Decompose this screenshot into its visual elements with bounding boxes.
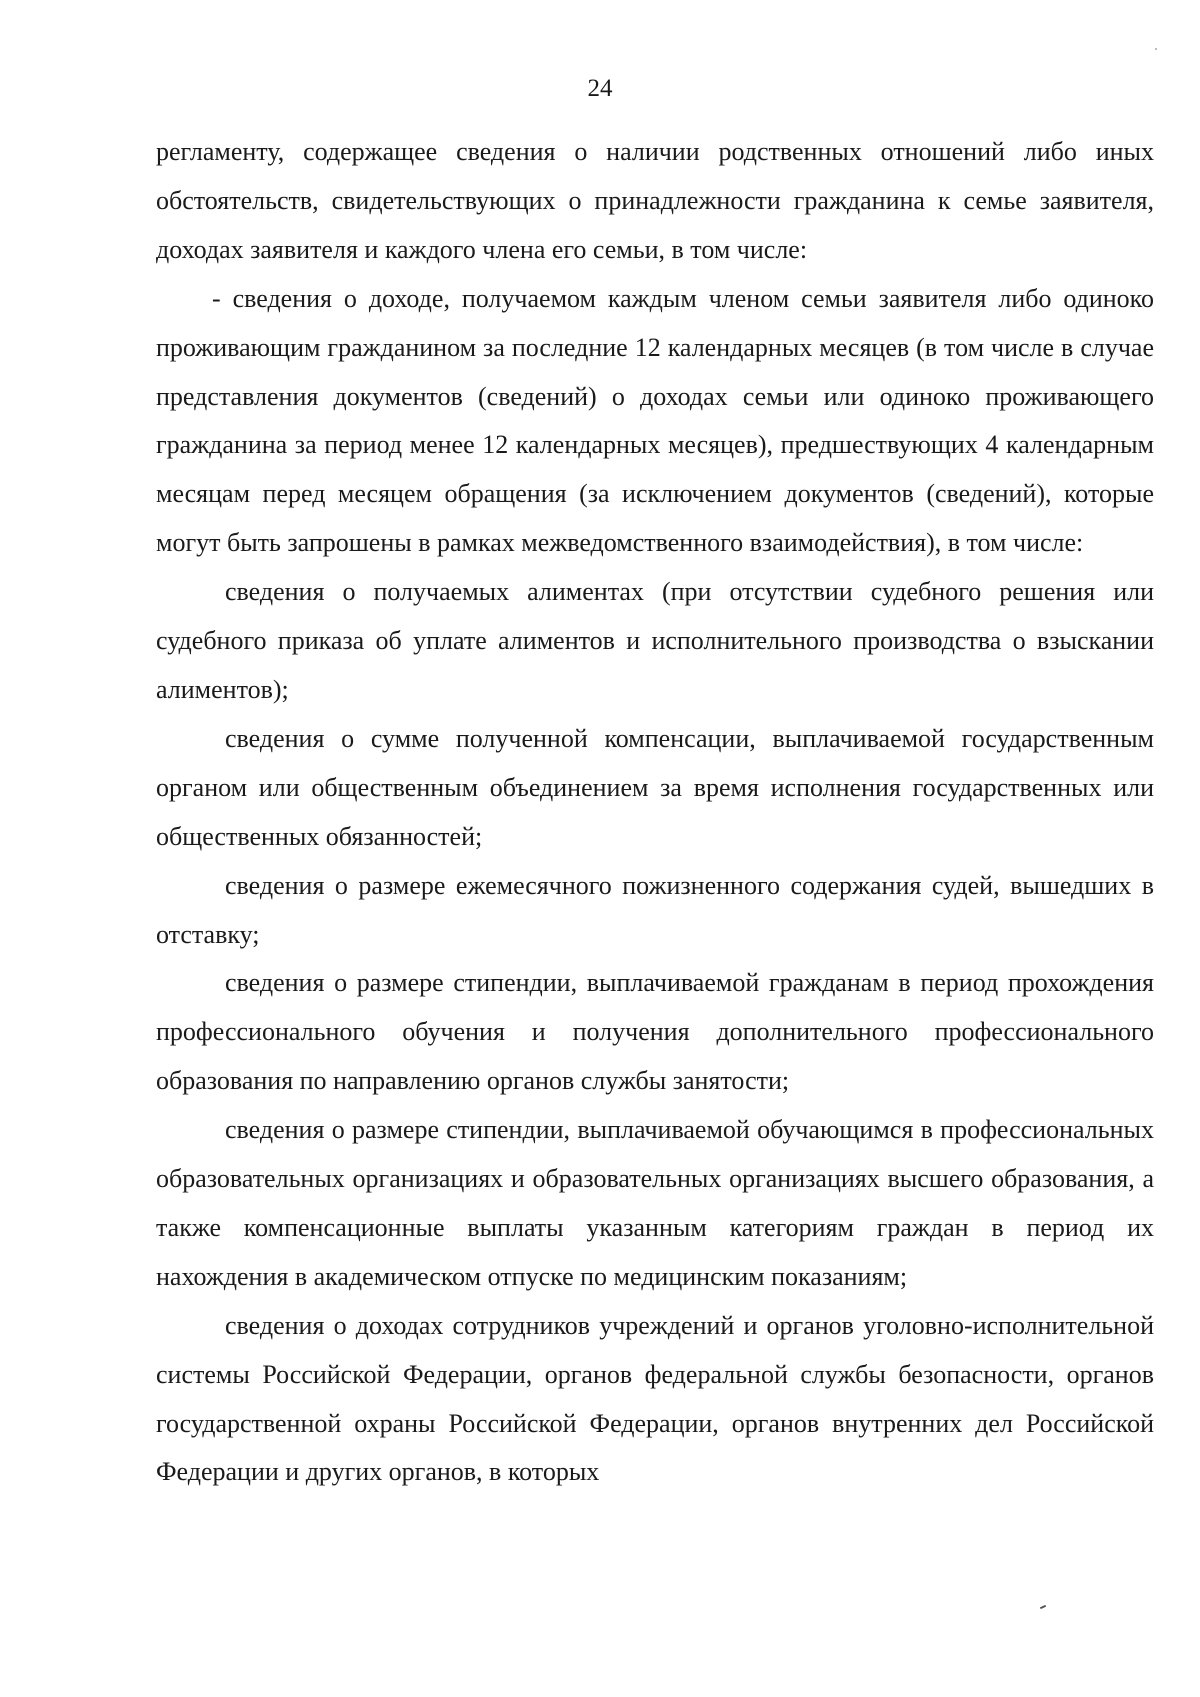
paragraph-judges-allowance: сведения о размере ежемесячного пожизненного содержания судей, вышедших в отставку; <box>156 870 1154 949</box>
paragraph-employment-stipend: сведения о размере стипендии, выплачиваемой гражданам в период прохождения профессионального обучения и получения дополнительного профессионального образования по направлению органов службы занятости; <box>156 968 1154 1096</box>
page-number: 24 <box>587 75 613 102</box>
scan-speck <box>1155 48 1157 50</box>
scan-mark <box>1040 1605 1046 1609</box>
paragraph-alimony: сведения о получаемых алиментах (при отсутствии судебного решения или судебного приказа об уплате алиментов и исполнительного производства о взыскании алиментов); <box>156 577 1154 704</box>
paragraph-student-stipend: сведения о размере стипендии, выплачиваемой обучающимся в профессиональных образовательных организациях и образовательных организациях высшего образования, а также компенсационные выплаты указанным категориям граждан в период их нахождения в академическом отпуске по медицинским показаниям; <box>156 1115 1154 1291</box>
paragraph-officers-income: сведения о доходах сотрудников учреждений и органов уголовно-исполнительной системы Российской Федерации, органов федеральной службы безопасности, органов государственной охраны Российской Федерации, органов внутренних дел Российской Федерации и других органов, в которых <box>156 1310 1154 1487</box>
document-body <box>156 128 1154 1497</box>
paragraph-regulation-intro: регламенту, содержащее сведения о наличии родственных отношений либо иных обстоятельств, свидетельствующих о принадлежности гражданина к семье заявителя, доходах заявителя и каждого члена его семьи, в том числе: <box>156 137 1154 264</box>
paragraph-compensation: сведения о сумме полученной компенсации, выплачиваемой государственным органом или общественным объединением за время исполнения государственных или общественных обязанностей; <box>156 723 1154 851</box>
paragraph-income-information: - сведения о доходе, получаемом каждым членом семьи заявителя либо одиноко проживающим гражданином за последние 12 календарных месяцев (в том числе в случае представления документов (сведений) о доходах семьи или одиноко проживающего гражданина за период менее 12 календарных месяцев), предшествующих 4 календарным месяцам перед месяцем обращения (за исключением документов (сведений), которые могут быть запрошены в рамках межведомственного взаимодействия), в том числе: <box>156 283 1154 558</box>
